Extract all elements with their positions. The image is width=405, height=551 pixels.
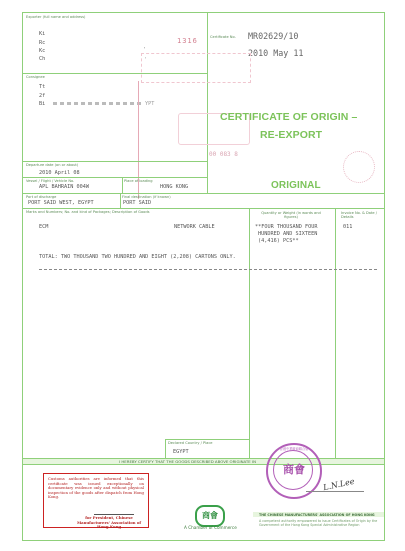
goods-mark: ECM: [39, 224, 49, 230]
exporter-line: Ki: [39, 31, 46, 37]
certify-statement: I HEREBY CERTIFY THAT THE GOODS DESCRIBED ABOVE ORIGINATE IN: [119, 459, 257, 464]
consignee-trailing: YPT: [145, 101, 155, 107]
place-label: Place of loading: [124, 179, 153, 183]
certificate-no-label: Certificate No.: [210, 35, 236, 39]
consignee-label: Consignee: [26, 75, 45, 79]
vessel-label: Vessel / Flight / Vehicle No.: [26, 179, 75, 183]
departure-label: Departure date (on or about): [26, 163, 79, 167]
port-discharge-label: Port of discharge: [26, 195, 57, 199]
customs-notice: [43, 473, 149, 528]
signature-line: [306, 491, 364, 492]
consignee-line: Bi: [39, 101, 46, 107]
invoice-ref: 011: [343, 224, 353, 230]
invoice-label: Invoice No. & Date / Details: [341, 211, 377, 219]
quantity-line: **FOUR THOUSAND FOUR: [255, 224, 318, 230]
divider: [165, 439, 166, 458]
divider: [120, 193, 121, 208]
redacted-text: [53, 102, 141, 105]
departure-date: 2010 April 08: [39, 170, 80, 176]
marks-label: Marks and Numbers; No. and kind of Packages; Description of Goods: [26, 210, 150, 214]
quantity-line: HUNDRED AND SIXTEEN: [258, 231, 318, 237]
notice-body: Customs authorities are informed that this certificate was issued exceptionally on documentary evidence only and without physical inspection of the goods after dispatch from Hong Kong.: [48, 476, 144, 500]
notice-signed-by: for President, Chinese Manufacturers' Association of Hong Kong: [76, 515, 142, 530]
exporter-line: Rc: [39, 40, 46, 46]
faint-stamp: [141, 53, 251, 83]
divider: [165, 439, 249, 440]
end-of-goods-line: [39, 269, 377, 270]
quantity-label: Quantity or Weight (in words and figures): [261, 211, 321, 219]
certificate-title: CERTIFICATE OF ORIGIN –: [220, 111, 358, 123]
consignee-line: 2f: [39, 93, 46, 99]
divider: [335, 208, 336, 458]
redacted-mark: ': [144, 57, 148, 63]
redacted-mark: ,: [143, 44, 147, 50]
chamber-label: A Chamber of Commerce: [184, 525, 237, 530]
port-discharge-value: PORT SAID WEST, EGYPT: [28, 200, 94, 206]
origin-value: EGYPT: [173, 449, 189, 455]
final-dest-label: Final destination (if known): [122, 195, 171, 199]
quantity-line: (4,416) PCS**: [258, 238, 299, 244]
final-dest-value: PORT SAID: [123, 200, 152, 206]
signature: L.N.Lee: [322, 476, 356, 493]
stamp-number: 1316: [177, 37, 198, 45]
exporter-line: Ch: [39, 56, 46, 62]
place-value: HONG KONG: [160, 184, 189, 190]
divider: [122, 177, 123, 193]
exporter-label: Exporter (full name and address): [26, 15, 86, 19]
issue-date: 2010 May 11: [248, 48, 304, 58]
divider: [249, 208, 250, 458]
divider: [207, 13, 208, 193]
divider: [23, 208, 384, 209]
certificate-page: [22, 12, 385, 541]
vessel-value: APL BAHRAIN 004W: [39, 184, 89, 190]
origin-label: Declared Country / Place: [168, 441, 213, 445]
association-note: A competent authority empowered to issue Certificates of Origin by the Government of the Hong Kong Special Administrative Region: [259, 519, 378, 527]
certificate-number: MR02629/10: [248, 31, 299, 41]
goods-totals: TOTAL: TWO THOUSAND TWO HUNDRED AND EIGHT (2,208) CARTONS ONLY.: [39, 254, 236, 260]
chamber-logo: 商會: [195, 505, 225, 527]
divider: [23, 193, 384, 194]
seal-center: 商會: [283, 463, 305, 476]
consignee-line: Tt: [39, 84, 46, 90]
exporter-line: Kc: [39, 48, 46, 54]
original-mark: ORIGINAL: [271, 180, 321, 191]
notice-signature: [94, 508, 134, 515]
association-name: THE CHINESE MANUFACTURERS' ASSOCIATION OF HONG KONG: [259, 513, 375, 517]
goods-description: NETWORK CABLE: [174, 224, 215, 230]
certificate-subtitle: RE-EXPORT: [260, 129, 323, 141]
faint-stamp: [343, 151, 375, 183]
faint-stamp-text: 00 083 8: [209, 151, 238, 158]
divider: [23, 161, 207, 162]
divider: [23, 177, 207, 178]
seal-ring-text: 香港中華廠商聯合會: [279, 447, 309, 451]
divider: [23, 464, 384, 465]
